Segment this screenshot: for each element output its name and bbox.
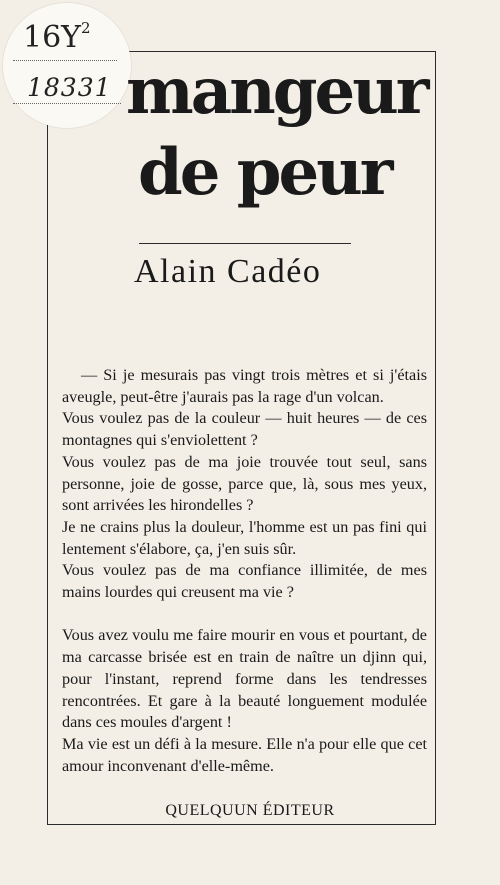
blurb-paragraph: Vous voulez pas de ma joie trouvée tout seul, sans personne, joie de gosse, parce que, là, sous mes yeux, sont arrivées les hirondelles ? [62, 452, 427, 515]
title-rule [139, 243, 351, 244]
blurb-paragraph: Vous voulez pas de ma confiance illimitée, de mes mains lourdes qui creusent ma vie ? [62, 561, 427, 602]
blurb-paragraph: Je ne crains plus la douleur, l'homme est un pas fini qui lentement s'élabore, ça, j'en suis sûr. [62, 517, 427, 558]
book-title-line-2: de peur [138, 135, 391, 210]
stamp-dotted-line [13, 60, 117, 61]
blurb-paragraph: Vous voulez pas de la couleur — huit heures — de ces montagnes qui s'enviolettent ? [62, 409, 427, 450]
author-name: Alain Cadéo [134, 253, 322, 290]
book-title-line-1: mangeur [126, 54, 427, 129]
shelfmark-bottom: 18331 [27, 73, 112, 102]
paragraph-gap [62, 604, 427, 626]
shelfmark-top: $16Y^2$ [23, 19, 91, 55]
publisher-name: QUELQUUN ÉDITEUR [165, 802, 335, 819]
blurb-text [62, 365, 427, 777]
library-stamp [3, 3, 131, 128]
stamp-dotted-line [13, 103, 121, 104]
blurb-paragraph: Ma vie est un défi à la mesure. Elle n'a pour elle que cet amour inconvenant d'elle-même. [62, 734, 427, 775]
blurb-paragraph: — Si je mesurais pas vingt trois mètres et si j'étais aveugle, peut-être j'aurais pas la rage d'un volcan. [62, 366, 427, 406]
blurb-paragraph: Vous avez voulu me faire mourir en vous et pourtant, de ma carcasse brisée est en train de naître un djinn qui, pour l'instant, reprend forme dans les tendresses rencontrées. Et gare à la beauté longuement modulée dans ces moules d'argent ! [62, 626, 427, 732]
